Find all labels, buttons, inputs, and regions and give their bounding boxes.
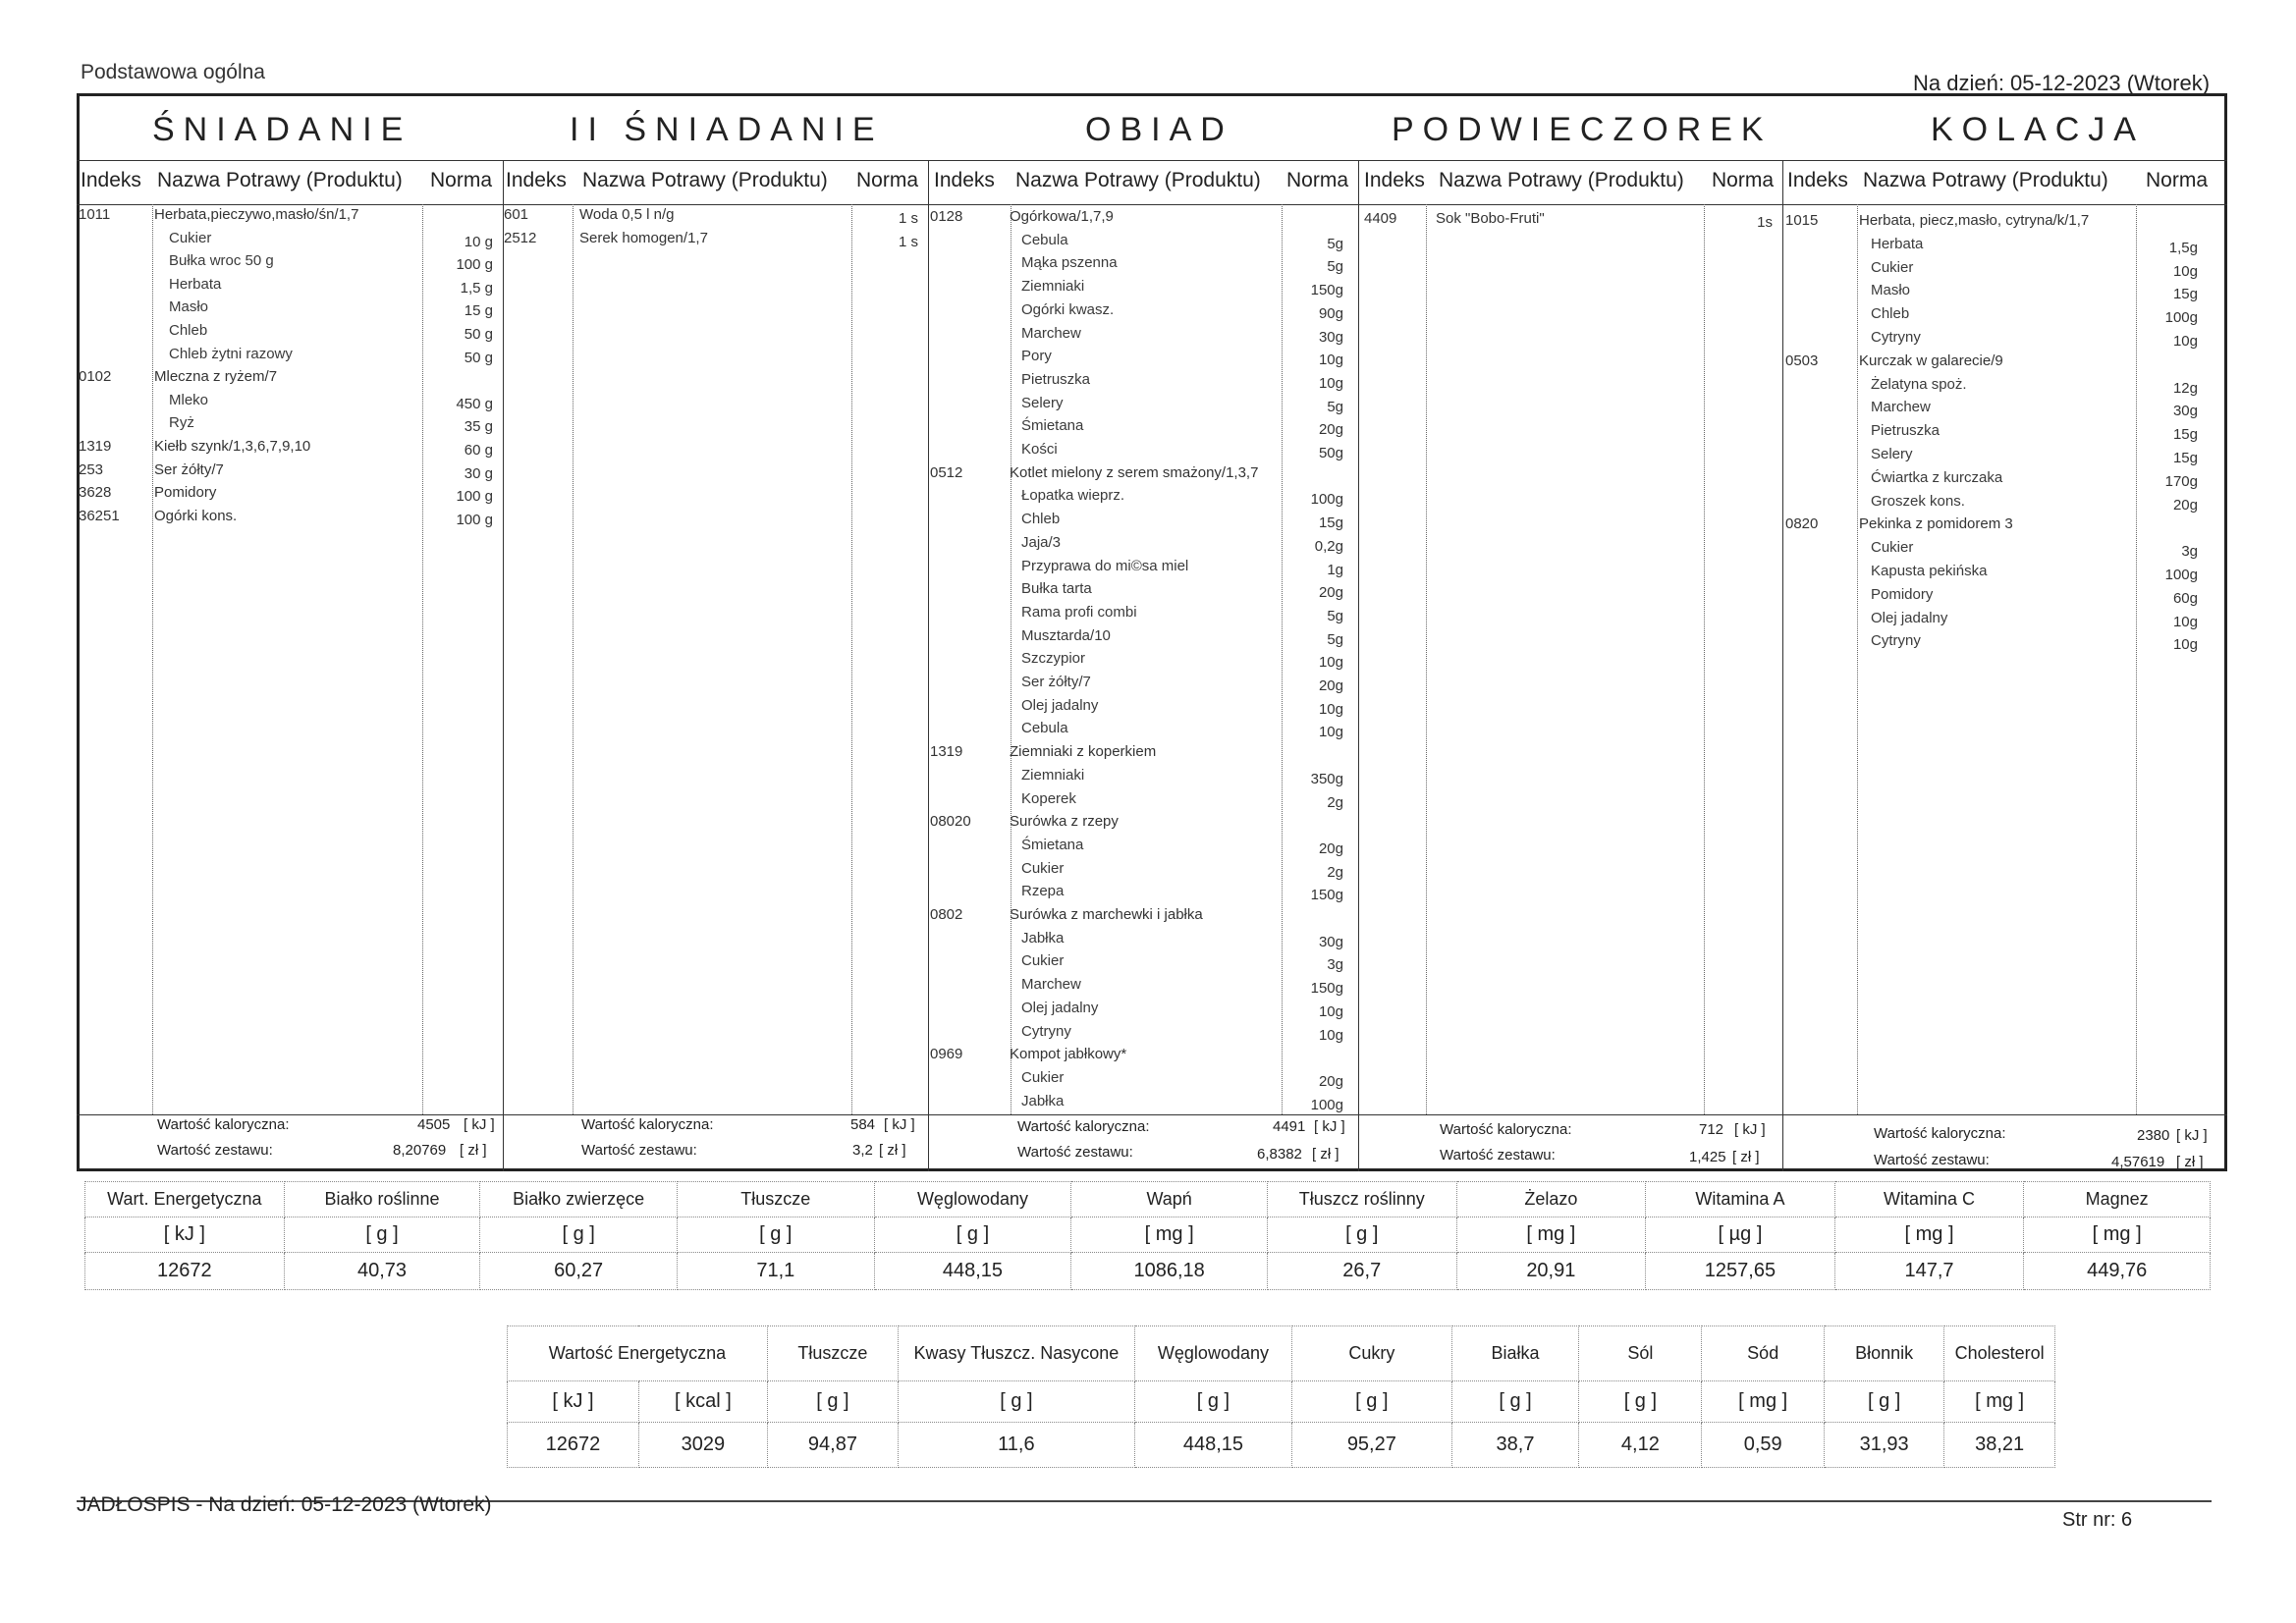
ingredient-name: Cukier	[1021, 952, 1065, 970]
ingredient-name: Chleb	[1021, 511, 1061, 528]
column-divider	[1704, 204, 1705, 1114]
ingredient-name: Łopatka wieprz.	[1021, 487, 1125, 505]
entry-norm: 20g	[1318, 839, 1343, 857]
entry-index: 0102	[79, 368, 112, 386]
entry-index: 4409	[1364, 210, 1397, 227]
footer-energy-unit: [ kJ ]	[1314, 1118, 1345, 1135]
nutrient-unit: [ g ]	[284, 1217, 480, 1253]
column-divider	[152, 204, 153, 1114]
dish-name: Herbata,pieczywo,masło/śn/1,7	[154, 206, 359, 223]
ingredient-name: Olej jadalny	[1871, 609, 1948, 626]
nutrient-value: 94,87	[767, 1423, 898, 1468]
entry-index: 0512	[930, 463, 963, 481]
ingredient-name: Kości	[1021, 441, 1058, 458]
ingredient-name: Bułka wroc 50 g	[169, 252, 274, 270]
entry-norm: 350g	[1310, 770, 1343, 787]
ingredient-name: Pory	[1021, 348, 1052, 365]
ingredient-name: Ryż	[169, 414, 194, 432]
entry-norm: 60g	[2172, 589, 2198, 607]
entry-index: 0503	[1785, 352, 1819, 369]
footer-cost-label: Wartość zestawu:	[1874, 1152, 1990, 1168]
footer-divider-top	[77, 1114, 2227, 1115]
ingredient-name: Cukier	[169, 229, 212, 246]
entry-norm: 3g	[1327, 956, 1343, 974]
nutrient-unit: [ g ]	[874, 1217, 1071, 1253]
nutrient-unit: [ kcal ]	[638, 1381, 767, 1423]
nutrient-value: 12672	[85, 1253, 285, 1290]
entry-norm: 20g	[1318, 1072, 1343, 1090]
entry-index: 08020	[930, 813, 971, 831]
nutrient-unit: [ g ]	[1579, 1381, 1702, 1423]
nutrient-value: 60,27	[480, 1253, 678, 1290]
nutrient-header: Białko roślinne	[284, 1182, 480, 1217]
col-header-name: Nazwa Potrawy (Produktu)	[1015, 169, 1261, 191]
dish-name: Kompot jabłkowy*	[1010, 1046, 1127, 1063]
ingredient-name: Jaja/3	[1021, 533, 1062, 551]
ingredient-name: Mąka pszenna	[1021, 254, 1118, 272]
nutrient-unit: [ g ]	[1292, 1381, 1451, 1423]
col-header-name: Nazwa Potrawy (Produktu)	[582, 169, 828, 191]
entry-index: 1011	[79, 206, 111, 223]
dish-name: Ser żółty/7	[154, 460, 224, 478]
ingredient-name: Pomidory	[1871, 585, 1934, 603]
col-header-index: Indeks	[934, 169, 995, 191]
nutrient-value: 26,7	[1267, 1253, 1456, 1290]
meal-divider	[1782, 160, 1783, 1171]
ingredient-name: Ćwiartka z kurczaka	[1871, 468, 2003, 486]
nutrient-header: Cukry	[1292, 1326, 1451, 1381]
entry-norm: 1g	[1327, 561, 1343, 578]
ingredient-name: Masło	[1871, 282, 1911, 299]
nutrient-header: Cholesterol	[1944, 1326, 2055, 1381]
ingredient-name: Jabłka	[1021, 1092, 1065, 1109]
ingredient-name: Cukier	[1021, 859, 1065, 877]
entry-norm: 10g	[1318, 352, 1343, 369]
ingredient-name: Jabłka	[1021, 929, 1065, 947]
col-header-index: Indeks	[1787, 169, 1848, 191]
entry-norm: 10g	[1318, 1002, 1343, 1020]
entry-index: 3628	[79, 484, 112, 502]
nutrient-header: Kwasy Tłuszcz. Nasycone	[899, 1326, 1135, 1381]
nutrient-value: 12672	[508, 1423, 639, 1468]
entry-norm: 15g	[1318, 514, 1343, 532]
nutrient-header: Witamina C	[1834, 1182, 2024, 1217]
nutrient-value: 4,12	[1579, 1423, 1702, 1468]
dish-name: Sok "Bobo-Fruti"	[1436, 210, 1545, 227]
nutrients-table-1	[84, 1181, 2211, 1290]
footer-energy-unit: [ kJ ]	[884, 1116, 915, 1133]
entry-norm: 30g	[1318, 933, 1343, 950]
entry-norm: 5g	[1327, 630, 1343, 648]
nutrient-header: Magnez	[2024, 1182, 2211, 1217]
nutrient-unit: [ g ]	[677, 1217, 874, 1253]
ingredient-name: Śmietana	[1021, 836, 1084, 853]
nutrient-header: Węglowodany	[874, 1182, 1071, 1217]
nutrient-value: 11,6	[899, 1423, 1135, 1468]
footer-cost-unit: [ zł ]	[2176, 1154, 2204, 1170]
ingredient-name: Olej jadalny	[1021, 696, 1099, 714]
entry-norm: 20g	[2172, 496, 2198, 514]
nutrient-header: Sól	[1579, 1326, 1702, 1381]
entry-norm: 1 s	[898, 210, 918, 227]
entry-norm: 10g	[1318, 1026, 1343, 1044]
dish-name: Pekinka z pomidorem 3	[1859, 515, 2013, 533]
entry-index: 0820	[1785, 515, 1819, 533]
col-header-norm: Norma	[2146, 169, 2209, 191]
entry-norm: 35 g	[464, 418, 493, 436]
nutrient-header: Tłuszcze	[677, 1182, 874, 1217]
entry-index: 36251	[79, 507, 120, 524]
ingredient-name: Bułka tarta	[1021, 580, 1092, 598]
nutrient-value: 3029	[638, 1423, 767, 1468]
dish-name: Surówka z marchewki i jabłka	[1010, 906, 1203, 923]
entry-norm: 10g	[2172, 262, 2198, 280]
ingredient-name: Groszek kons.	[1871, 492, 1965, 510]
nutrient-unit: [ mg ]	[2024, 1217, 2211, 1253]
footer-cost-label: Wartość zestawu:	[581, 1142, 697, 1159]
entry-norm: 2g	[1327, 793, 1343, 811]
footer-energy-value: 2380	[2137, 1127, 2170, 1144]
ingredient-name: Herbata	[169, 275, 222, 293]
nutrient-value: 31,93	[1825, 1423, 1944, 1468]
entry-norm: 30g	[1318, 328, 1343, 346]
entry-norm: 20g	[1318, 421, 1343, 439]
nutrient-unit: [ mg ]	[1944, 1381, 2055, 1423]
entry-norm: 5g	[1327, 235, 1343, 252]
entry-norm: 20g	[1318, 677, 1343, 694]
dish-name: Herbata, piecz,masło, cytryna/k/1,7	[1859, 212, 2090, 229]
footer-cost-unit: [ zł ]	[1732, 1149, 1760, 1165]
entry-index: 1319	[930, 743, 963, 761]
footer-menu-date: JADŁOSPIS - Na dzień: 05-12-2023 (Wtorek)	[77, 1493, 492, 1516]
nutrient-header: Witamina A	[1646, 1182, 1835, 1217]
dish-name: Woda 0,5 l n/g	[579, 206, 675, 223]
meal-divider	[1358, 160, 1359, 1171]
footer-energy-unit: [ kJ ]	[1734, 1121, 1766, 1138]
footer-cost-unit: [ zł ]	[879, 1142, 906, 1159]
ingredient-name: Cebula	[1021, 231, 1068, 248]
entry-norm: 100 g	[456, 488, 493, 506]
entry-norm: 5g	[1327, 398, 1343, 415]
nutrient-header: Tłuszcze	[767, 1326, 898, 1381]
meal-title-afternoon-snack: PODWIECZOREK	[1392, 111, 1773, 148]
dish-name: Ogórkowa/1,7,9	[1010, 208, 1114, 225]
ingredient-name: Marchew	[1021, 976, 1081, 994]
col-header-index: Indeks	[1364, 169, 1425, 191]
entry-norm: 50g	[1318, 445, 1343, 461]
meal-title-breakfast: ŚNIADANIE	[152, 111, 412, 148]
nutrient-unit: [ kJ ]	[508, 1381, 639, 1423]
ingredient-name: Ziemniaki	[1021, 766, 1085, 784]
nutrient-header: Białka	[1451, 1326, 1579, 1381]
ingredient-name: Chleb	[169, 322, 208, 339]
ingredient-name: Marchew	[1871, 399, 1931, 416]
entry-norm: 5g	[1327, 607, 1343, 624]
footer-cost-value: 6,8382	[1257, 1146, 1302, 1163]
ingredient-name: Rzepa	[1021, 883, 1065, 900]
meal-title-lunch: OBIAD	[1085, 111, 1233, 148]
column-divider	[573, 204, 574, 1114]
ingredient-name: Cebula	[1021, 720, 1068, 737]
entry-norm: 50 g	[464, 349, 493, 366]
footer-energy-value: 584	[850, 1116, 876, 1133]
footer-cost-label: Wartość zestawu:	[1440, 1147, 1556, 1163]
footer-cost-value: 4,57619	[2111, 1154, 2165, 1170]
entry-norm: 100 g	[456, 256, 493, 274]
ingredient-name: Ogórki kwasz.	[1021, 300, 1115, 318]
meal-title-supper: KOLACJA	[1931, 111, 2145, 148]
nutrient-header: Błonnik	[1825, 1326, 1944, 1381]
ingredient-name: Cytryny	[1871, 632, 1921, 650]
ingredient-name: Kapusta pekińska	[1871, 563, 1988, 579]
footer-cost-value: 3,2	[852, 1142, 873, 1159]
ingredient-name: Chleb	[1871, 305, 1910, 323]
nutrient-unit: [ mg ]	[1702, 1381, 1825, 1423]
nutrient-value: 448,15	[1134, 1423, 1291, 1468]
footer-energy-value: 712	[1699, 1121, 1724, 1138]
footer-cost-unit: [ zł ]	[1312, 1146, 1339, 1163]
dish-name: Surówka z rzepy	[1010, 813, 1119, 831]
entry-norm: 1,5g	[2168, 239, 2198, 256]
nutrient-value: 449,76	[2024, 1253, 2211, 1290]
nutrient-value: 38,21	[1944, 1423, 2055, 1468]
column-divider	[1857, 204, 1858, 1114]
dish-name: Pomidory	[154, 484, 217, 502]
nutrient-header: Wart. Energetyczna	[85, 1182, 285, 1217]
entry-norm: 3g	[2181, 543, 2198, 561]
entry-norm: 150g	[1310, 282, 1343, 299]
nutrient-header: Białko zwierzęce	[480, 1182, 678, 1217]
entry-norm: 10g	[2172, 333, 2198, 350]
header-divider	[77, 160, 2227, 161]
entry-norm: 10g	[1318, 374, 1343, 392]
nutrient-value: 0,59	[1702, 1423, 1825, 1468]
dish-name: Kurczak w galarecie/9	[1859, 352, 2003, 369]
entry-norm: 1,5 g	[460, 279, 493, 297]
entry-norm: 60 g	[464, 442, 493, 459]
nutrient-unit: [ mg ]	[1834, 1217, 2024, 1253]
nutrient-header: Sód	[1702, 1326, 1825, 1381]
column-divider	[1426, 204, 1427, 1114]
nutrients-table-2	[507, 1325, 2055, 1468]
entry-norm: 100g	[2164, 309, 2198, 327]
page-number: Str nr: 6	[2062, 1509, 2133, 1531]
col-header-index: Indeks	[81, 169, 141, 191]
entry-norm: 100 g	[456, 511, 493, 528]
entry-norm: 15g	[2172, 286, 2198, 303]
entry-norm: 10g	[2172, 636, 2198, 654]
dish-name: Mleczna z ryżem/7	[154, 368, 278, 386]
footer-cost-label: Wartość zestawu:	[157, 1142, 273, 1159]
entry-norm: 2g	[1327, 863, 1343, 881]
entry-norm: 30 g	[464, 464, 493, 482]
ingredient-name: Śmietana	[1021, 417, 1084, 435]
entry-index: 253	[79, 460, 104, 478]
entry-norm: 1 s	[898, 233, 918, 250]
entry-norm: 15 g	[464, 302, 493, 320]
ingredient-name: Cukier	[1871, 539, 1914, 557]
nutrient-value: 40,73	[284, 1253, 480, 1290]
nutrient-unit: [ mg ]	[1071, 1217, 1268, 1253]
nutrient-value: 1257,65	[1646, 1253, 1835, 1290]
entry-norm: 10g	[1318, 700, 1343, 718]
ingredient-name: Ziemniaki	[1021, 278, 1085, 296]
nutrient-unit: [ g ]	[1267, 1217, 1456, 1253]
entry-norm: 10g	[1318, 724, 1343, 741]
entry-index: 1319	[79, 438, 112, 455]
footer-cost-label: Wartość zestawu:	[1017, 1144, 1133, 1161]
entry-index: 2512	[504, 229, 537, 246]
entry-norm: 150g	[1310, 980, 1343, 998]
nutrient-header: Wartość Energetyczna	[508, 1326, 768, 1381]
dish-name: Serek homogen/1,7	[579, 229, 708, 246]
nutrient-unit: [ µg ]	[1646, 1217, 1835, 1253]
entry-norm: 0,2g	[1314, 537, 1343, 555]
meal-divider	[503, 160, 504, 1171]
nutrient-unit: [ mg ]	[1456, 1217, 1646, 1253]
entry-norm: 20g	[1318, 584, 1343, 602]
col-header-norm: Norma	[1286, 169, 1349, 191]
entry-norm: 10g	[2172, 613, 2198, 630]
nutrient-unit: [ g ]	[899, 1381, 1135, 1423]
entry-norm: 30g	[2172, 403, 2198, 420]
ingredient-name: Pietruszka	[1871, 422, 1941, 440]
entry-norm: 90g	[1318, 304, 1343, 322]
ingredient-name: Olej jadalny	[1021, 999, 1099, 1016]
footer-energy-label: Wartość kaloryczna:	[157, 1116, 290, 1133]
nutrient-unit: [ g ]	[1825, 1381, 1944, 1423]
ingredient-name: Musztarda/10	[1021, 626, 1111, 644]
meal-divider	[928, 160, 929, 1171]
entry-norm: 10g	[1318, 654, 1343, 672]
nutrient-unit: [ kJ ]	[85, 1217, 285, 1253]
nutrient-header: Tłuszcz roślinny	[1267, 1182, 1456, 1217]
ingredient-name: Szczypior	[1021, 650, 1086, 668]
footer-energy-value: 4505	[417, 1116, 451, 1133]
ingredient-name: Ser żółty/7	[1021, 674, 1091, 690]
nutrient-value: 95,27	[1292, 1423, 1451, 1468]
meal-title-second-breakfast: II ŚNIADANIE	[570, 111, 884, 148]
nutrient-header: Wapń	[1071, 1182, 1268, 1217]
nutrient-value: 448,15	[874, 1253, 1071, 1290]
entry-norm: 15g	[2172, 426, 2198, 444]
col-header-index: Indeks	[506, 169, 567, 191]
dish-name: Ogórki kons.	[154, 507, 238, 524]
entry-norm: 100g	[1310, 1096, 1343, 1113]
entry-norm: 170g	[2164, 472, 2198, 490]
nutrient-header: Węglowodany	[1134, 1326, 1291, 1381]
entry-norm: 12g	[2172, 379, 2198, 397]
col-header-norm: Norma	[856, 169, 919, 191]
ingredient-name: Herbata	[1871, 235, 1924, 252]
col-header-name: Nazwa Potrawy (Produktu)	[157, 169, 403, 191]
footer-energy-label: Wartość kaloryczna:	[1440, 1121, 1572, 1138]
ingredient-name: Marchew	[1021, 324, 1081, 342]
footer-cost-unit: [ zł ]	[460, 1142, 487, 1159]
ingredient-name: Koperek	[1021, 789, 1076, 807]
entry-norm: 50 g	[464, 326, 493, 343]
nutrient-value: 38,7	[1451, 1423, 1579, 1468]
dish-name: Kiełb szynk/1,3,6,7,9,10	[154, 438, 311, 455]
entry-norm: 450 g	[456, 395, 493, 412]
entry-norm: 1s	[1757, 214, 1773, 231]
entry-index: 0128	[930, 208, 963, 225]
nutrient-unit: [ g ]	[1134, 1381, 1291, 1423]
ingredient-name: Cukier	[1021, 1068, 1065, 1086]
entry-index: 0802	[930, 906, 963, 923]
ingredient-name: Przyprawa do mi©sa miel	[1021, 557, 1189, 574]
ingredient-name: Cukier	[1871, 258, 1914, 276]
footer-energy-unit: [ kJ ]	[464, 1116, 495, 1133]
entry-norm: 100g	[1310, 491, 1343, 509]
ingredient-name: Mleko	[169, 391, 209, 408]
ingredient-name: Cytryny	[1871, 329, 1921, 346]
ingredient-name: Pietruszka	[1021, 370, 1091, 388]
col-header-norm: Norma	[1712, 169, 1775, 191]
nutrient-header: Żelazo	[1456, 1182, 1646, 1217]
ingredient-name: Żelatyna spoż.	[1871, 375, 1967, 393]
entry-index: 0969	[930, 1046, 963, 1063]
footer-energy-label: Wartość kaloryczna:	[1017, 1118, 1150, 1135]
footer-cost-value: 8,20769	[393, 1142, 447, 1159]
footer-cost-value: 1,425	[1689, 1149, 1726, 1165]
footer-energy-label: Wartość kaloryczna:	[1874, 1125, 2006, 1142]
dish-name: Kotlet mielony z serem smażony/1,3,7	[1010, 463, 1259, 481]
entry-index: 601	[504, 206, 529, 223]
col-header-name: Nazwa Potrawy (Produktu)	[1439, 169, 1684, 191]
column-header-divider	[77, 204, 2227, 205]
entry-norm: 10 g	[464, 233, 493, 250]
nutrient-unit: [ g ]	[767, 1381, 898, 1423]
nutrient-value: 1086,18	[1071, 1253, 1268, 1290]
entry-index: 1015	[1785, 212, 1819, 229]
entry-norm: 5g	[1327, 258, 1343, 276]
footer-energy-value: 4491	[1273, 1118, 1306, 1135]
nutrient-unit: [ g ]	[480, 1217, 678, 1253]
footer-energy-unit: [ kJ ]	[2176, 1127, 2208, 1144]
ingredient-name: Selery	[1871, 446, 1913, 462]
col-header-name: Nazwa Potrawy (Produktu)	[1863, 169, 2108, 191]
entry-norm: 150g	[1310, 887, 1343, 904]
dish-name: Ziemniaki z koperkiem	[1010, 743, 1157, 761]
column-divider	[851, 204, 852, 1114]
nutrient-value: 20,91	[1456, 1253, 1646, 1290]
nutrient-unit: [ g ]	[1451, 1381, 1579, 1423]
entry-norm: 15g	[2172, 450, 2198, 466]
ingredient-name: Chleb żytni razowy	[169, 345, 293, 362]
col-header-norm: Norma	[430, 169, 493, 191]
nutrient-value: 147,7	[1834, 1253, 2024, 1290]
nutrient-value: 71,1	[677, 1253, 874, 1290]
ingredient-name: Selery	[1021, 394, 1064, 411]
document-date: Na dzień: 05-12-2023 (Wtorek)	[1913, 71, 2211, 95]
entry-norm: 100g	[2164, 567, 2198, 583]
ingredient-name: Rama profi combi	[1021, 603, 1137, 621]
footer-energy-label: Wartość kaloryczna:	[581, 1116, 714, 1133]
ingredient-name: Masło	[169, 298, 209, 316]
ingredient-name: Cytryny	[1021, 1022, 1071, 1040]
document-title: Podstawowa ogólna	[81, 61, 265, 83]
